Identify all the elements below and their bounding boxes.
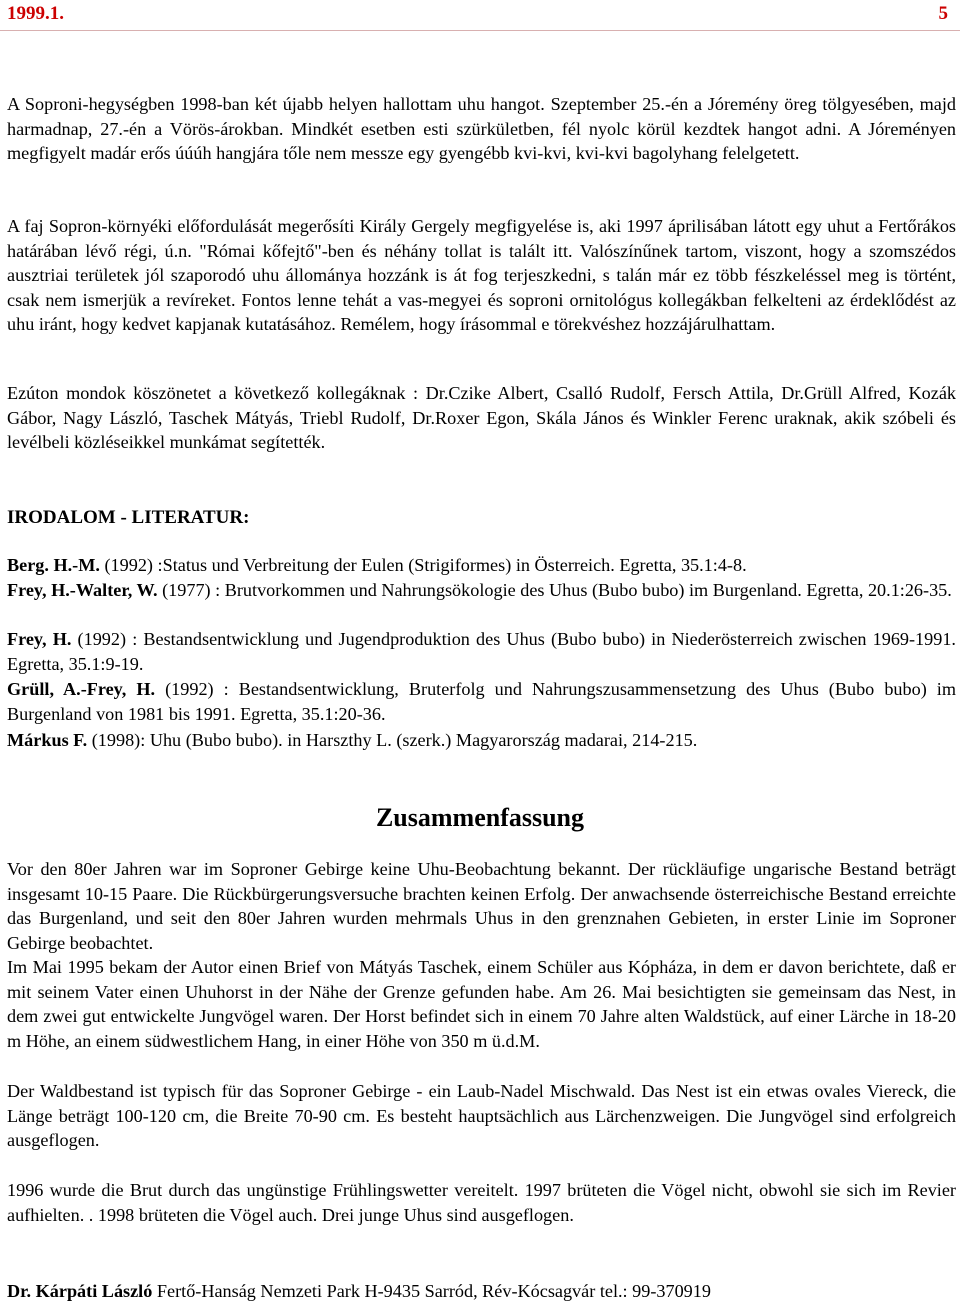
- reference-text: (1977) : Brutvorkommen und Nahrungsökologie des Uhus (Bubo bubo) im Burgenland. Egretta, 20.1:26-35.: [157, 580, 952, 600]
- reference-author: Márkus F.: [7, 730, 88, 750]
- reference-author: Berg. H.-M.: [7, 555, 100, 575]
- reference-text: (1992) :Status und Verbreitung der Eulen (Strigiformes) in Österreich. Egretta, 35.1:4-8.: [99, 555, 747, 575]
- reference-text: (1992) : Bestandsentwicklung und Jugendproduktion des Uhus (Bubo bubo) in Niederösterreich zwischen 1969-1991. Egretta, 35.1:9-19.: [7, 629, 956, 674]
- literature-heading: IRODALOM - LITERATUR:: [7, 507, 250, 528]
- page-number: 5: [938, 3, 948, 24]
- author-address: Fertő-Hanság Nemzeti Park H-9435 Sarród, Rév-Kócsagvár tel.: 99-370919: [152, 1281, 711, 1301]
- header-divider: [0, 30, 960, 31]
- reference-author: Frey, H.-Walter, W.: [7, 580, 158, 600]
- reference-item: [7, 578, 956, 603]
- summary-paragraph: Vor den 80er Jahren war im Soproner Gebirge keine Uhu-Beobachtung bekannt. Der rückläufige ungarische Bestand beträgt insgesamt 10-15 Paare. Die Rückbürgerungsversuche brachten keinen Erfolg. Der anwachsende österreichische Bestand erreichte das Burgenland, und seit den 80er Jahren wurden mehrmals Uhus in den grenznahen Gebieten, in erster Linie im Soproner Gebirge beobachtet.: [7, 859, 956, 953]
- issue-number: 1999.1.: [7, 3, 64, 24]
- reference-item: [7, 627, 956, 676]
- paragraph-observation: A Soproni-hegységben 1998-ban két újabb helyen hallottam uhu hangot. Szeptember 25.-én a Jóremény öreg tölgyesében, majd harmadnap, 27.-én a Vörös-árokban. Mindkét esetben esti szürkületben, fél nyolc körül kezdtek hangot adni. A Jóreményen megfigyelt madár erős úúúh hangjára tőle nem messze egy gyengébb kvi-kvi, kvi-kvi bagolyhang felelgetett.: [7, 94, 956, 163]
- summary-heading: Zusammenfassung: [375, 803, 585, 832]
- reference-item: [7, 553, 956, 578]
- author-name: Dr. Kárpáti László: [7, 1281, 153, 1301]
- paragraph-acknowledgements: Ezúton mondok köszönetet a következő kollegáknak : Dr.Czike Albert, Csalló Rudolf, Fersch Attila, Dr.Grüll Alfred, Kozák Gábor, Nagy László, Taschek Mátyás, Triebl Rudolf, Dr.Roxer Egon, Skála János és Winkler Ferenc uraknak, akik szóbeli és levélbeli közléseikkel munkámat segítették.: [7, 383, 956, 452]
- reference-author: Frey, H.: [7, 629, 72, 649]
- reference-author: Grüll, A.-Frey, H.: [7, 679, 156, 699]
- reference-text: (1998): Uhu (Bubo bubo). in Harszthy L. (szerk.) Magyarország madarai, 214-215.: [87, 730, 698, 750]
- paragraph-occurrence: A faj Sopron-környéki előfordulását megerősíti Király Gergely megfigyelése is, aki 1997 áprilisában látott egy uhut a Fertőrákos határában lévő régi, ú.n. "Római kőfejtő"-ben és néhány tollat is talált itt. Valószínűnek tartom, viszont, hogy a szomszédos ausztriai területek jól szaporodó uhu állománya hozzánk is át fog terjeszkedni, s talán már ez több fészkeléssel meg is történt, csak nem ismerjük a revíreket. Fontos lenne tehát a vas-megyei és soproni ornitológus kollegákban felkelteni az érdeklődést az uhu iránt, hogy kedvet kapjanak kutatásához. Remélem, hogy írásommal e törekvéshez hozzájárulhattam.: [7, 216, 956, 334]
- summary-paragraph: 1996 wurde die Brut durch das ungünstige Frühlingswetter vereitelt. 1997 brüteten die Vögel nicht, obwohl sie sich im Revier aufhielten. . 1998 brüteten die Vögel auch. Drei junge Uhus sind ausgeflogen.: [7, 1180, 956, 1225]
- reference-item: [7, 677, 956, 726]
- author-footer: [7, 1279, 711, 1304]
- summary-paragraph: Im Mai 1995 bekam der Autor einen Brief von Mátyás Taschek, einem Schüler aus Kópháza, in dem er davon berichtete, daß er mit seinem Vater einen Uhuhorst in der Nähe der Grenze gefunden habe. Am 26. Mai besichtigten sie gemeinsam das Nest, in dem zwei gut entwickelte Jungvögel waren. Der Horst befindet sich in einem 70 Jahre alten Waldstück, auf einer Lärche in 18-20 m Höhe, an einem südwestlichem Hang, in einer Höhe von 350 m ü.d.M.: [7, 957, 956, 1051]
- reference-item: [7, 728, 956, 753]
- reference-text: (1992) : Bestandsentwicklung, Bruterfolg und Nahrungszusammensetzung des Uhus (Bubo bubo) im Burgenland von 1981 bis 1991. Egretta, 35.1:20-36.: [7, 679, 956, 724]
- summary-paragraph: Der Waldbestand ist typisch für das Soproner Gebirge - ein Laub-Nadel Mischwald. Das Nest ist ein etwas ovales Viereck, die Länge beträgt 100-120 cm, die Breite 70-90 cm. Es besteht hauptsächlich aus Lärchenzweigen. Die Jungvögel sind erfolgreich ausgeflogen.: [7, 1081, 956, 1150]
